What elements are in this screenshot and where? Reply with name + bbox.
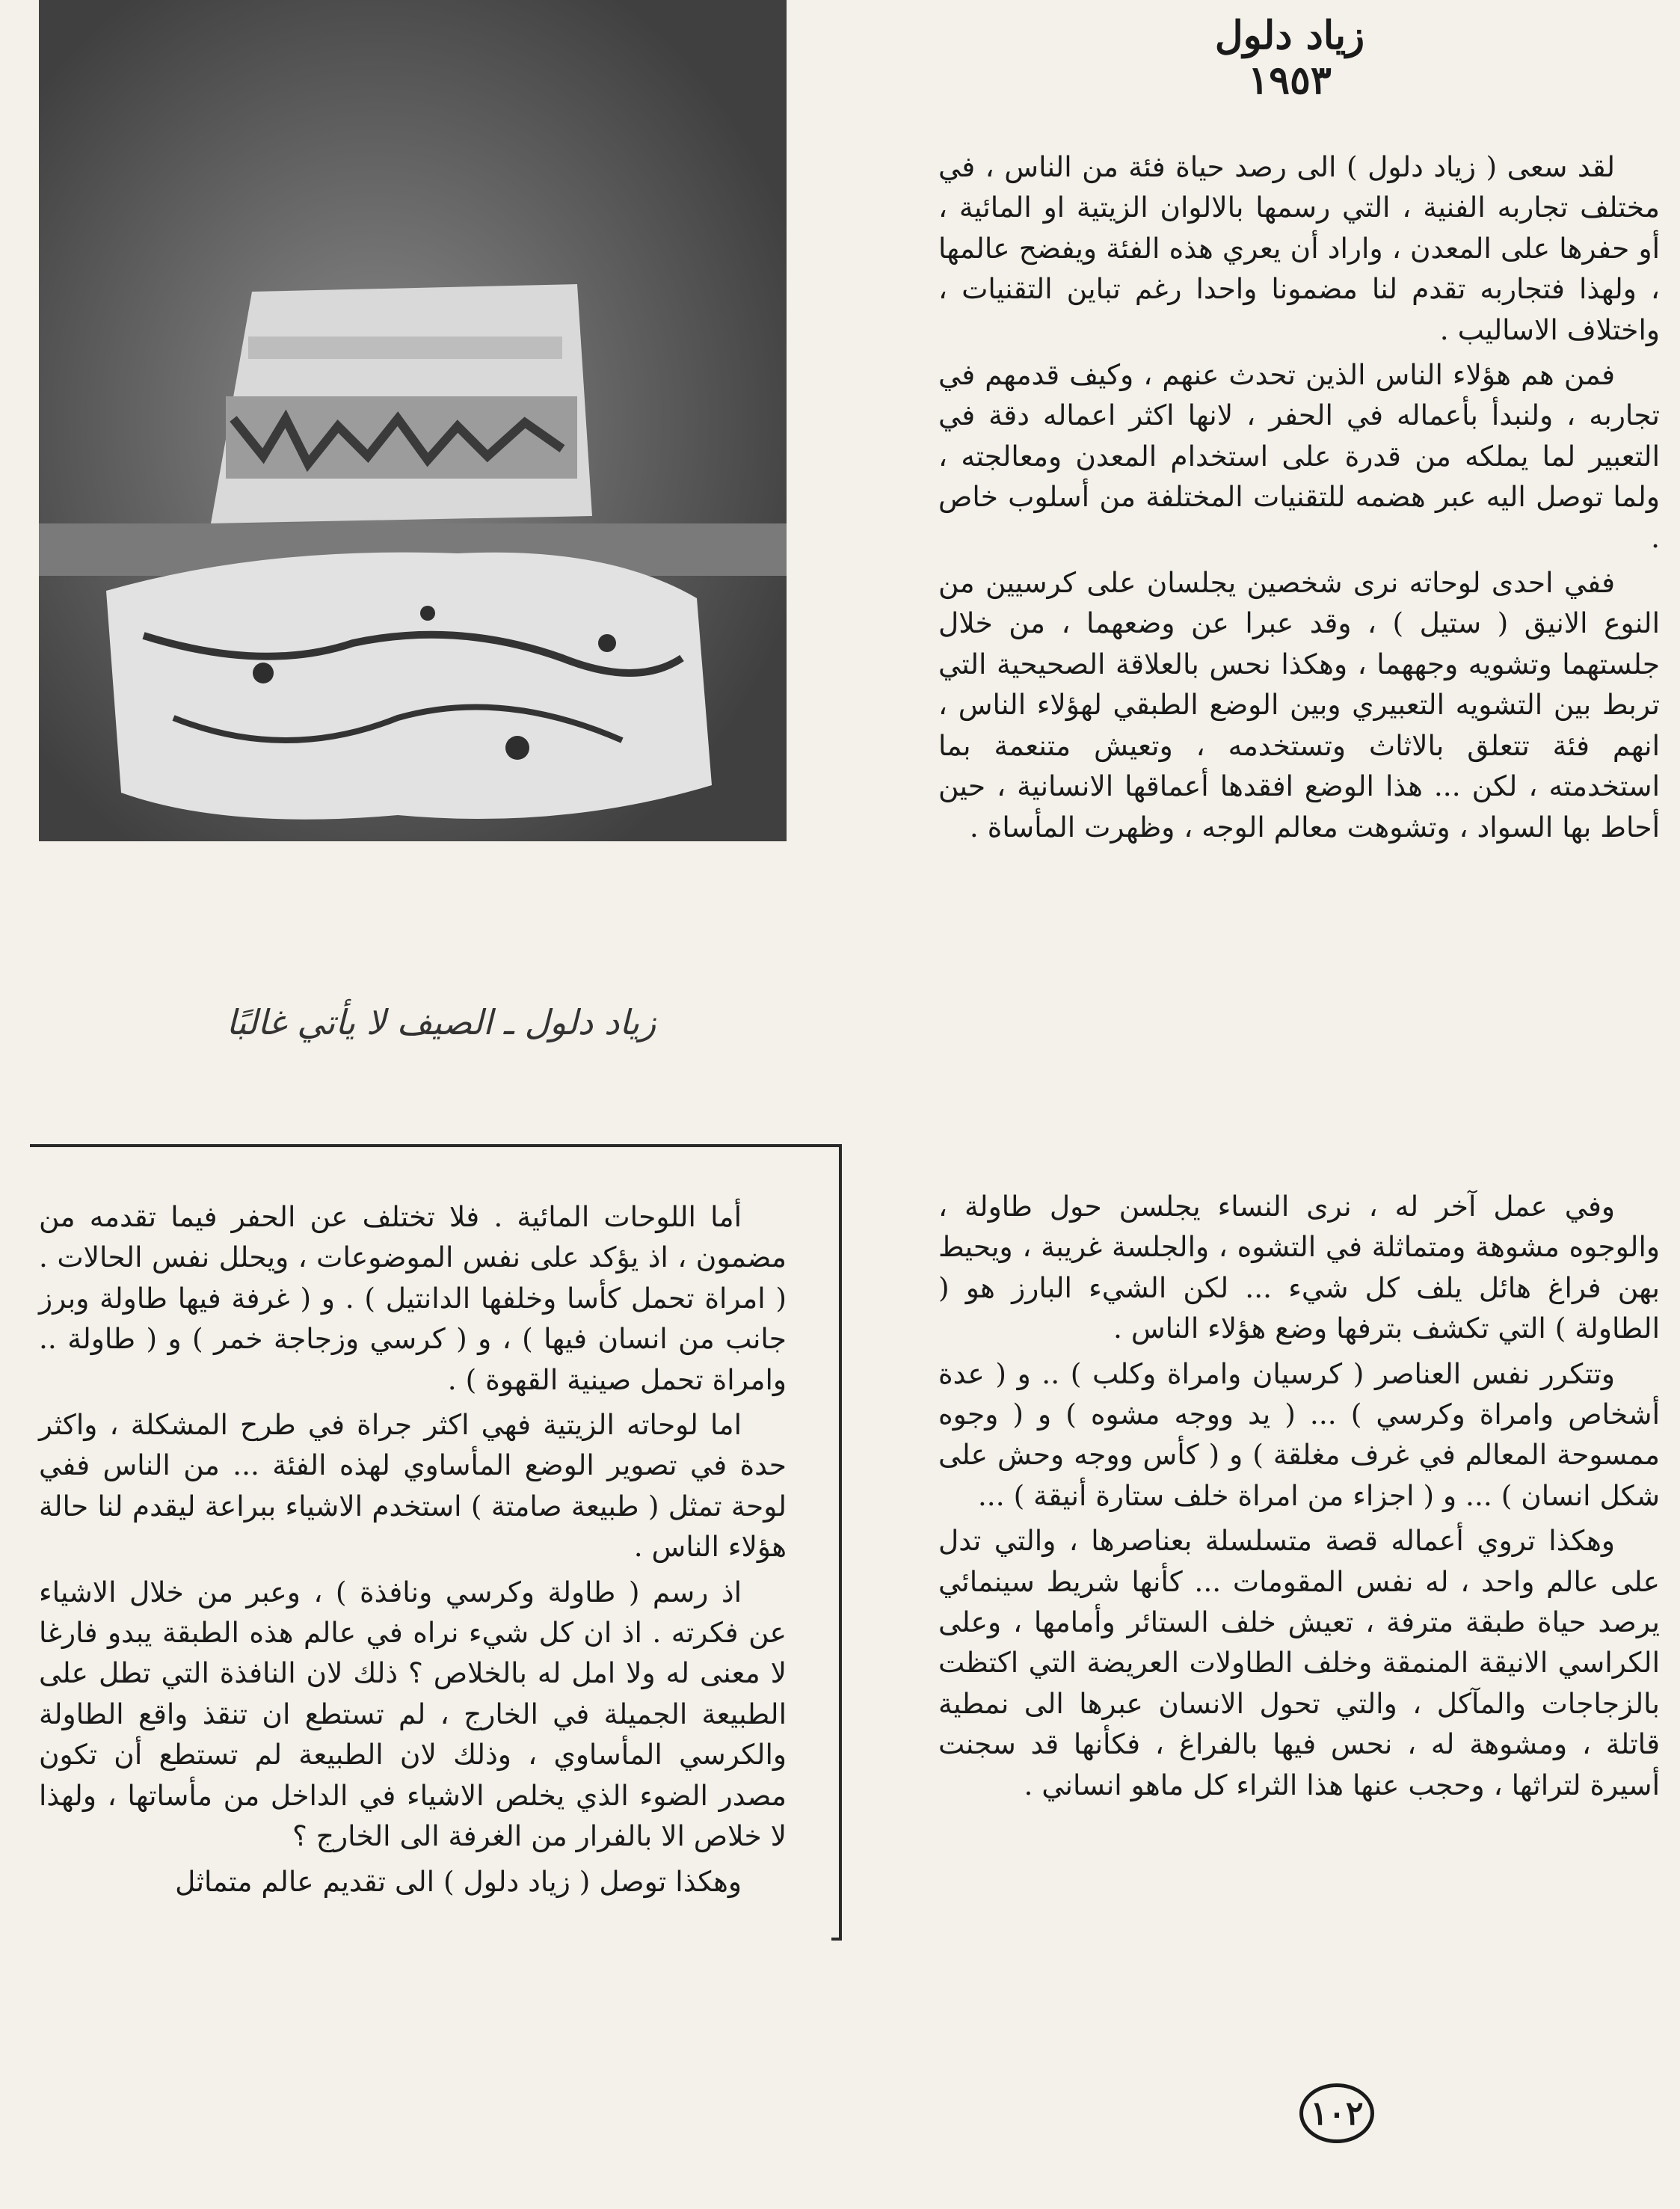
page-number <box>1299 2083 1374 2143</box>
paragraph: اما لوحاته الزيتية فهي اكثر جراة في طرح المشكلة ، واكثر حدة في تصوير الوضع المأساوي لهذه الفئة ... من الناس ففي لوحة تمثل ( طبيعة صامتة ) استخدم الاشياء ببراعة ليقدم لنا حالة هؤلاء الناس . <box>39 1408 787 1564</box>
artist-name: زياد دلول <box>1214 13 1365 58</box>
paragraph: أما اللوحات المائية . فلا تختلف عن الحفر فيما تقدمه من مضمون ، اذ يؤكد على نفس الموضوعات ، ويحلل نفس الحالات . ( امراة تحمل كأسا وخلفها الدانتيل ) . و ( غرفة فيها طاولة وبرز جانب من انسان فيها ) ، و ( كرسي وزجاجة خمر ) و ( طاولة .. وامراة تحمل صينية القهوة ) . <box>39 1200 787 1396</box>
top-right-column <box>938 147 1660 852</box>
paragraph: اذ رسم ( طاولة وكرسي ونافذة ) ، وعبر من خلال الاشياء عن فكرته . اذ ان كل شيء نراه في عالم هذه الطبقة يبدو فارغا لا معنى له ولا امل له بالخلاص ؟ ذلك لان النافذة التي تطل على الطبيعة الجميلة في الخارج ، لم تستطع ان تنقذ واقع الطاولة والكرسي المأساوي ، وذلك لان الطبيعة لم تستطع أن تكون مصدر الضوء الذي يخلص الاشياء في الداخل من مأساتها ، ولهذا لا خلاص الا بالفرار من الغرفة الى الخارج ؟ <box>39 1575 787 1853</box>
artwork-photo <box>39 0 787 841</box>
box-border-bottom <box>831 1938 842 1941</box>
paragraph: لقد سعى ( زياد دلول ) الى رصد حياة فئة من الناس ، في مختلف تجاربه الفنية ، التي رسمها بالالوان الزيتية او المائية ، أو حفرها على المعدن ، واراد أن يعري هذه الفئة ويفضح عالمها ، ولهذا فتجاربه تقدم لنا مضمونا واحدا رغم تباين التقنيات ، واختلاف الاساليب . <box>938 150 1660 346</box>
paragraph: وتتكرر نفس العناصر ( كرسيان وامراة وكلب ) .. و ( عدة أشخاص وامراة وكرسي ) ... ( يد ووجه مشوه ) و ( وجوه ممسوحة المعالم في غرف مغلقة ) و ( كأس ووجه وحش على شكل انسان ) ... و ( اجزاء من امراة خلف ستارة أنيقة ) ... <box>938 1357 1660 1512</box>
box-border-top <box>30 1144 842 1147</box>
page-number-text: ١٠٢ <box>1310 2094 1364 2133</box>
paragraph: فمن هم هؤلاء الناس الذين تحدث عنهم ، وكيف قدمهم في تجاربه ، ولنبدأ بأعماله في الحفر ، لانها اكثر اعماله دقة في التعبير لما يملكه من قدرة على استخدام المعدن ومعالجته ، ولما توصل اليه عبر هضمه للتقنيات المختلفة من أسلوب خاص . <box>938 358 1660 554</box>
paragraph: ففي احدى لوحاته نرى شخصين يجلسان على كرسيين من النوع الانيق ( ستيل ) ، وقد عبرا عن وضعهما ، من خلال جلستهما وتشويه وجههما ، وهكذا نحس بالعلاقة الصحيحية التي تربط بين التشويه التعبيري وبين الوضع الطبقي لهؤلاء الناس ، انهم فئة تتعلق بالاثاث وتستخدمه ، وتعيش متنعمة بما استخدمته ، لكن ... هذا الوضع افقدها أعماقها الانسانية ، حين أحاط بها السواد ، وتشوهت معالم الوجه ، وظهرت المأساة . <box>938 566 1660 844</box>
paragraph: وهكذا تروي أعماله قصة متسلسلة بعناصرها ، والتي تدل على عالم واحد ، له نفس المقومات ... كأنها شريط سينمائي يرصد حياة طبقة مترفة ، تعيش خلف الستائر وأمامها ، وعلى الكراسي الانيقة المنمقة وخلف الطاولات العريضة التي اكتظت بالزجاجات والمآكل ، والتي تحول الانسان عبرها الى نمطية قاتلة ، ومشوهة له ، نحس فيها بالفراغ ، فكأنها قد سجنت أسيرة لتراثها ، وحجب عنها هذا الثراء كل ماهو انساني . <box>938 1524 1660 1801</box>
box-border-right <box>839 1144 842 1941</box>
artwork-caption: زياد دلول ـ الصيف لا يأتي غالبًا <box>226 1002 656 1042</box>
bottom-right-column <box>938 1186 1660 1810</box>
bottom-left-column <box>39 1196 787 1906</box>
artist-birth-year: ١٩٥٣ <box>1248 57 1332 103</box>
artwork-illustration <box>39 0 787 841</box>
paragraph: وهكذا توصل ( زياد دلول ) الى تقديم عالم متماثل <box>175 1864 742 1898</box>
paragraph: وفي عمل آخر له ، نرى النساء يجلسن حول طاولة ، والوجوه مشوهة ومتماثلة في التشوه ، والجلسة غريبة ، ويحيط بهن فراغ هائل يلف كل شيء ... لكن الشيء البارز هو ( الطاولة ) التي تكشف بترفها وضع هؤلاء الناس . <box>938 1190 1660 1345</box>
article-title <box>1166 13 1413 103</box>
